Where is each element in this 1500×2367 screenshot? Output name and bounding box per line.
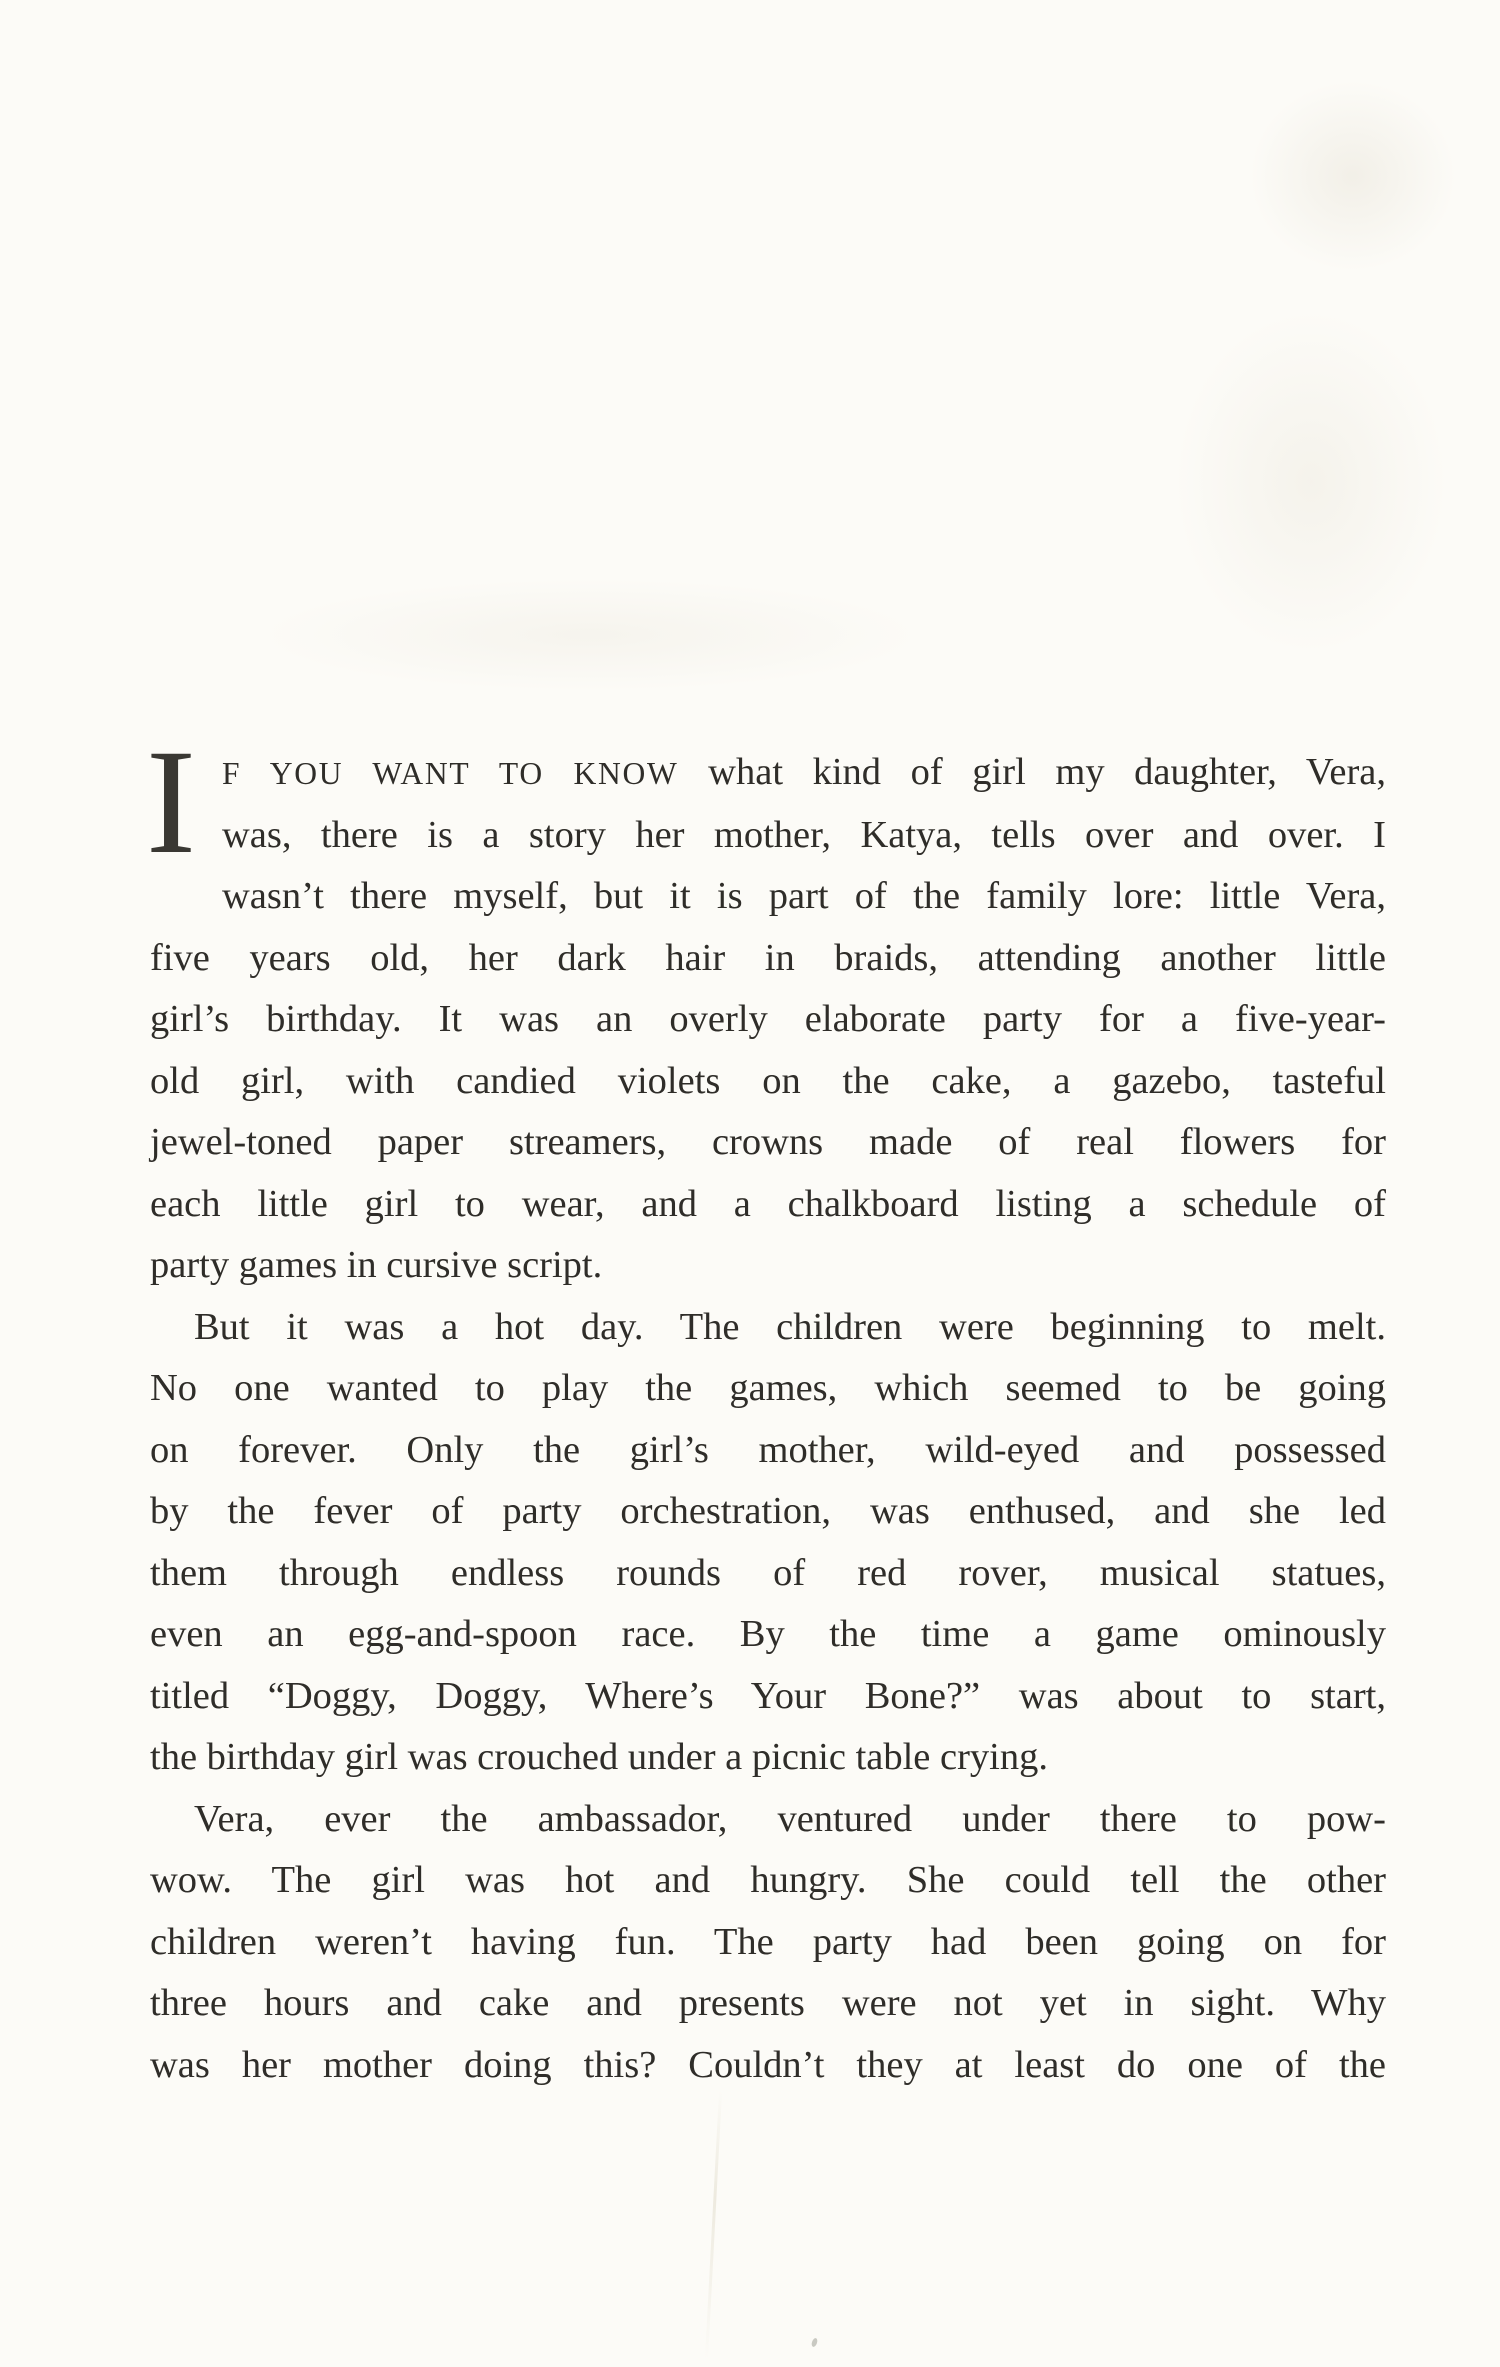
text-line-fragment: what kind of girl my daughter, Vera, <box>708 751 1386 793</box>
opening-small-caps: F YOU WANT TO KNOW <box>222 756 679 791</box>
text-line: on forever. Only the girl’s mother, wild-eyed and possessed <box>150 1428 1386 1471</box>
text-line: them through endless rounds of red rover, musical statues, <box>150 1551 1386 1594</box>
scan-crease-line <box>705 2090 722 2360</box>
paragraph-2 <box>150 1297 1386 1789</box>
text-line: wasn’t there myself, but it is part of the family lore: little Vera, <box>222 875 1386 917</box>
text-line: three hours and cake and presents were not yet in sight. Why <box>150 1982 1386 2024</box>
text-line: even an egg-and-spoon race. By the time a game ominously <box>150 1613 1386 1655</box>
text-line: the birthday girl was crouched under a picnic table crying. <box>150 1736 1049 1778</box>
text-line <box>150 742 1386 805</box>
text-line: wow. The girl was hot and hungry. She could tell the other <box>150 1859 1386 1901</box>
paragraph-3 <box>150 1789 1386 2097</box>
text-line: by the fever of party orchestration, was enthused, and she led <box>150 1490 1386 1532</box>
scan-speck <box>811 2337 819 2347</box>
text-line: Vera, ever the ambassador, ventured under there to pow- <box>194 1797 1386 1840</box>
scan-showthrough-blotch <box>150 560 1250 710</box>
drop-cap-letter: I <box>146 719 196 885</box>
text-line: But it was a hot day. The children were beginning to melt. <box>194 1305 1386 1348</box>
text-line: jewel-toned paper streamers, crowns made of real flowers for <box>150 1121 1386 1163</box>
text-line: five years old, her dark hair in braids, attending another little <box>150 936 1386 979</box>
scan-showthrough-blotch <box>1080 40 1500 720</box>
text-line: party games in cursive script. <box>150 1244 603 1286</box>
text-line: was her mother doing this? Couldn’t they at least do one of the <box>150 2043 1386 2086</box>
text-line: old girl, with candied violets on the cake, a gazebo, tasteful <box>150 1059 1386 1102</box>
text-line: was, there is a story her mother, Katya, tells over and over. I <box>222 813 1386 856</box>
text-line: girl’s birthday. It was an overly elaborate party for a five-year- <box>150 998 1386 1040</box>
page-text-block <box>146 719 1386 2096</box>
text-line: each little girl to wear, and a chalkboard listing a schedule of <box>150 1182 1386 1225</box>
text-line: No one wanted to play the games, which seemed to be going <box>150 1367 1386 1409</box>
text-line: children weren’t having fun. The party had been going on for <box>150 1920 1386 1963</box>
text-line: titled “Doggy, Doggy, Where’s Your Bone?” was about to start, <box>150 1674 1386 1717</box>
paragraph-1 <box>146 719 1386 1297</box>
